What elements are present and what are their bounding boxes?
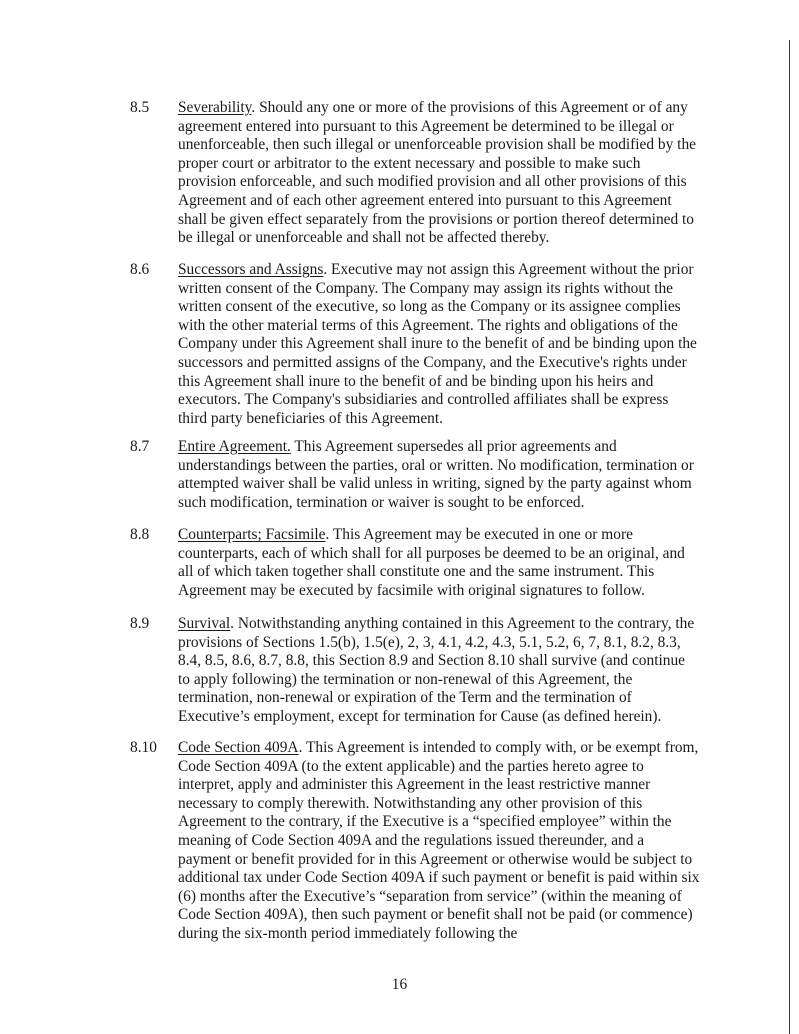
section-8-7	[130, 438, 700, 512]
section-number: 8.8	[130, 526, 150, 543]
section-number: 8.7	[130, 438, 150, 455]
section-8-8	[130, 526, 700, 600]
section-text: . Notwithstanding anything contained in this Agreement to the contrary, the provisions of Sections 1.5(b), 1.5(e), 2, 3, 4.1, 4.2, 4.3, 5.1, 5.2, 6, 7, 8.1, 8.2, 8.3, 8.4, 8.5, 8.6, 8.7, 8.8, this Section 8.9 and Section 8.10 shall survive (and continue to apply following) the termination or non-renewal of this Agreement, the termination, non-renewal or expiration of the Term and the termination of Executive’s employment, except for termination for Cause (as defined herein).	[178, 615, 695, 725]
section-8-5	[130, 99, 700, 248]
section-heading: Severability	[178, 99, 252, 116]
section-8-10	[130, 739, 700, 944]
section-body	[178, 739, 700, 944]
section-number: 8.5	[130, 99, 150, 116]
section-heading: Entire Agreement.	[178, 438, 291, 455]
section-text: This Agreement supersedes all prior agreements and understandings between the parties, oral or written. No modification, termination or attempted waiver shall be valid unless in writing, signed by the party against whom such modification, termination or waiver is sought to be enforced.	[178, 438, 694, 511]
section-body	[178, 526, 700, 600]
section-text: . Executive may not assign this Agreement without the prior written consent of the Company. The Company may assign its rights without the written consent of the executive, so long as the Company or its assignee complies with the other material terms of this Agreement. The rights and obligations of the Company under this Agreement shall inure to the benefit of and be binding upon the successors and permitted assigns of the Company, and the Executive's rights under this Agreement shall inure to the benefit of and be binding upon his heirs and executors. The Company's subsidiaries and controlled affiliates shall be express third party beneficiaries of this Agreement.	[178, 261, 697, 427]
section-number: 8.10	[130, 739, 157, 756]
section-number: 8.6	[130, 261, 150, 278]
section-body	[178, 615, 700, 727]
scan-edge-line	[789, 40, 790, 1034]
section-heading: Code Section 409A	[178, 739, 299, 756]
section-8-6	[130, 261, 700, 428]
page-number: 16	[391, 976, 408, 993]
section-text: . Should any one or more of the provisions of this Agreement or of any agreement entered into pursuant to this Agreement be determined to be illegal or unenforceable, then such illegal or unenforceable provision shall be modified by the proper court or arbitrator to the extent necessary and possible to make such provision enforceable, and such modified provision and all other provisions of this Agreement and of each other agreement entered into pursuant to this Agreement shall be given effect separately from the provisions or portion thereof determined to be illegal or unenforceable and shall not be affected thereby.	[178, 99, 696, 247]
section-number: 8.9	[130, 615, 150, 632]
section-heading: Successors and Assigns	[178, 261, 324, 278]
section-text: . This Agreement may be executed in one or more counterparts, each of which shall for all purposes be deemed to be an original, and all of which taken together shall constitute one and the same instrument. This Agreement may be executed by facsimile with original signatures to follow.	[178, 526, 685, 599]
section-heading: Survival	[178, 615, 231, 632]
section-8-9	[130, 615, 700, 727]
section-text: . This Agreement is intended to comply with, or be exempt from, Code Section 409A (to the extent applicable) and the parties hereto agree to interpret, apply and administer this Agreement in the least restrictive manner necessary to comply therewith. Notwithstanding any other provision of this Agreement to the contrary, if the Executive is a “specified employee” within the meaning of Code Section 409A and the regulations issued thereunder, and a payment or benefit provided for in this Agreement or otherwise would be subject to additional tax under Code Section 409A if such payment or benefit is paid within six (6) months after the Executive’s “separation from service” (within the meaning of Code Section 409A), then such payment or benefit shall not be paid (or commence) during the six-month period immediately following the	[178, 739, 700, 942]
section-heading: Counterparts; Facsimile	[178, 526, 326, 543]
section-body	[178, 99, 700, 248]
section-body	[178, 261, 700, 428]
section-body	[178, 438, 700, 512]
